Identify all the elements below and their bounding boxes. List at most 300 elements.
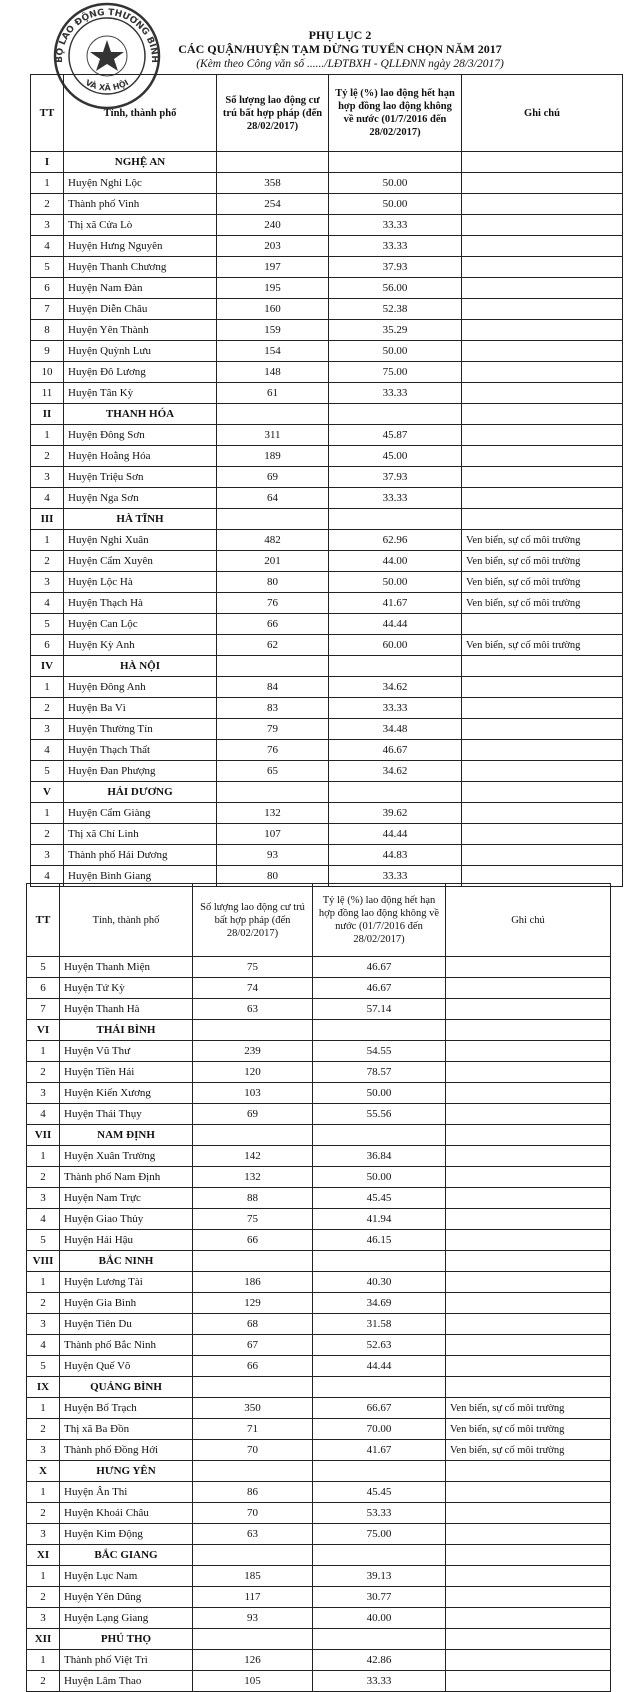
- row-tt: IX: [27, 1377, 60, 1398]
- table-row: [27, 1566, 611, 1587]
- row-workers: 70: [193, 1440, 313, 1461]
- row-workers: [193, 1629, 313, 1650]
- row-ratio: 62.96: [329, 530, 462, 551]
- row-tt: 7: [27, 999, 60, 1020]
- row-tt: 6: [31, 278, 64, 299]
- row-note: [462, 215, 623, 236]
- suspended-districts-table-1: [30, 74, 623, 887]
- row-name: Thị xã Chí Linh: [64, 824, 217, 845]
- row-note: [446, 957, 611, 978]
- row-workers: 201: [217, 551, 329, 572]
- row-tt: 9: [31, 341, 64, 362]
- row-tt: 4: [31, 593, 64, 614]
- row-tt: 4: [31, 740, 64, 761]
- row-note: [446, 978, 611, 999]
- row-tt: 3: [27, 1524, 60, 1545]
- table-row: [31, 215, 623, 236]
- row-note: Ven biển, sự cố môi trường: [446, 1440, 611, 1461]
- row-note: [462, 299, 623, 320]
- row-note: [446, 1041, 611, 1062]
- row-note: Ven biển, sự cố môi trường: [462, 635, 623, 656]
- row-tt: VI: [27, 1020, 60, 1041]
- table-row: [31, 824, 623, 845]
- header-tt: TT: [31, 75, 64, 152]
- row-note: [462, 362, 623, 383]
- row-tt: 8: [31, 320, 64, 341]
- row-tt: 2: [27, 1671, 60, 1692]
- appendix-subtitle: CÁC QUẬN/HUYỆN TẠM DỪNG TUYỂN CHỌN NĂM 2017: [178, 42, 502, 56]
- table-row: [31, 698, 623, 719]
- row-note: [446, 1356, 611, 1377]
- row-workers: 93: [217, 845, 329, 866]
- table-row: [27, 1671, 611, 1692]
- row-ratio: 52.63: [313, 1335, 446, 1356]
- row-ratio: 41.94: [313, 1209, 446, 1230]
- table-row: [31, 803, 623, 824]
- row-tt: 11: [31, 383, 64, 404]
- row-note: [462, 383, 623, 404]
- table-row: [31, 467, 623, 488]
- row-workers: 63: [193, 999, 313, 1020]
- row-workers: 154: [217, 341, 329, 362]
- row-note: [446, 1461, 611, 1482]
- row-tt: 2: [27, 1419, 60, 1440]
- row-ratio: 33.33: [329, 488, 462, 509]
- row-name: HÀ NỘI: [64, 656, 217, 677]
- row-ratio: 50.00: [329, 194, 462, 215]
- table-row: [31, 341, 623, 362]
- row-workers: [193, 1545, 313, 1566]
- row-workers: 80: [217, 572, 329, 593]
- section-row: [31, 152, 623, 173]
- header-workers: Số lượng lao động cư trú bất hợp pháp (đến 28/02/2017): [217, 75, 329, 152]
- row-workers: 117: [193, 1587, 313, 1608]
- row-ratio: 31.58: [313, 1314, 446, 1335]
- table-row: [31, 488, 623, 509]
- row-name: Huyện Quế Võ: [60, 1356, 193, 1377]
- row-name: Huyện Nghi Lộc: [64, 173, 217, 194]
- row-note: [446, 999, 611, 1020]
- row-note: [462, 740, 623, 761]
- row-name: Huyện Gia Bình: [60, 1293, 193, 1314]
- row-workers: 67: [193, 1335, 313, 1356]
- row-tt: 4: [31, 488, 64, 509]
- row-workers: [193, 1251, 313, 1272]
- row-workers: 240: [217, 215, 329, 236]
- table-row: [31, 593, 623, 614]
- row-tt: XII: [27, 1629, 60, 1650]
- table-row: [31, 257, 623, 278]
- row-tt: 7: [31, 299, 64, 320]
- row-ratio: 35.29: [329, 320, 462, 341]
- row-workers: 68: [193, 1314, 313, 1335]
- row-name: THANH HÓA: [64, 404, 217, 425]
- row-note: [446, 1020, 611, 1041]
- row-name: Huyện Yên Thành: [64, 320, 217, 341]
- row-ratio: [313, 1020, 446, 1041]
- row-tt: 2: [27, 1503, 60, 1524]
- row-name: Huyện Triệu Sơn: [64, 467, 217, 488]
- row-ratio: 46.67: [313, 978, 446, 999]
- row-name: Huyện Kỳ Anh: [64, 635, 217, 656]
- row-name: Huyện Quỳnh Lưu: [64, 341, 217, 362]
- section-row: [27, 1251, 611, 1272]
- table-row: [27, 1314, 611, 1335]
- table-row: [27, 1272, 611, 1293]
- row-tt: 3: [27, 1314, 60, 1335]
- row-note: [462, 614, 623, 635]
- row-workers: 74: [193, 978, 313, 999]
- row-note: [446, 1524, 611, 1545]
- row-ratio: 52.38: [329, 299, 462, 320]
- row-name: Huyện Lộc Hà: [64, 572, 217, 593]
- row-workers: [193, 1125, 313, 1146]
- row-tt: 4: [27, 1335, 60, 1356]
- table-row: [27, 1083, 611, 1104]
- row-ratio: [313, 1125, 446, 1146]
- row-note: [462, 803, 623, 824]
- section-row: [31, 509, 623, 530]
- row-tt: XI: [27, 1545, 60, 1566]
- row-note: [446, 1209, 611, 1230]
- section-row: [31, 404, 623, 425]
- row-ratio: 34.48: [329, 719, 462, 740]
- row-tt: 5: [27, 1230, 60, 1251]
- row-name: Huyện Nam Trực: [60, 1188, 193, 1209]
- row-name: Huyện Thái Thụy: [60, 1104, 193, 1125]
- row-note: [462, 488, 623, 509]
- row-ratio: 50.00: [313, 1083, 446, 1104]
- table-row: [27, 1335, 611, 1356]
- row-ratio: 60.00: [329, 635, 462, 656]
- row-tt: X: [27, 1461, 60, 1482]
- row-note: [462, 698, 623, 719]
- row-note: [446, 1146, 611, 1167]
- row-note: [446, 1104, 611, 1125]
- row-workers: 105: [193, 1671, 313, 1692]
- appendix-title: PHỤ LỤC 2: [308, 28, 372, 42]
- table-row: [27, 1650, 611, 1671]
- table-row: [31, 761, 623, 782]
- table-row: [31, 677, 623, 698]
- row-name: Huyện Đan Phượng: [64, 761, 217, 782]
- row-ratio: 50.00: [313, 1167, 446, 1188]
- row-workers: [217, 152, 329, 173]
- table-row: [27, 1419, 611, 1440]
- table-row: [27, 1062, 611, 1083]
- row-name: Thành phố Việt Trì: [60, 1650, 193, 1671]
- header-province: Tỉnh, thành phố: [64, 75, 217, 152]
- row-name: Huyện Ân Thi: [60, 1482, 193, 1503]
- row-workers: 358: [217, 173, 329, 194]
- row-tt: 1: [31, 173, 64, 194]
- row-tt: VII: [27, 1125, 60, 1146]
- row-note: [462, 257, 623, 278]
- row-ratio: 39.13: [313, 1566, 446, 1587]
- row-note: [462, 467, 623, 488]
- row-name: Huyện Nam Đàn: [64, 278, 217, 299]
- row-name: Huyện Hoằng Hóa: [64, 446, 217, 467]
- row-ratio: 46.67: [329, 740, 462, 761]
- row-note: [446, 1377, 611, 1398]
- suspended-districts-table-2: [26, 883, 611, 1692]
- row-ratio: 78.57: [313, 1062, 446, 1083]
- row-ratio: 46.15: [313, 1230, 446, 1251]
- row-tt: 1: [27, 1041, 60, 1062]
- row-ratio: 39.62: [329, 803, 462, 824]
- row-tt: 2: [27, 1293, 60, 1314]
- row-name: Thị xã Ba Đồn: [60, 1419, 193, 1440]
- table-row: [27, 1524, 611, 1545]
- table-row: [27, 1587, 611, 1608]
- row-ratio: 33.33: [329, 236, 462, 257]
- row-ratio: 57.14: [313, 999, 446, 1020]
- row-name: Huyện Nghi Xuân: [64, 530, 217, 551]
- row-tt: 5: [27, 957, 60, 978]
- row-ratio: 33.33: [329, 383, 462, 404]
- row-note: [446, 1125, 611, 1146]
- row-workers: 66: [193, 1356, 313, 1377]
- row-workers: 66: [217, 614, 329, 635]
- table-row: [31, 530, 623, 551]
- row-name: Huyện Đông Anh: [64, 677, 217, 698]
- row-tt: 5: [31, 761, 64, 782]
- row-ratio: 75.00: [329, 362, 462, 383]
- row-ratio: 40.30: [313, 1272, 446, 1293]
- table-row: [27, 1167, 611, 1188]
- row-ratio: 75.00: [313, 1524, 446, 1545]
- row-tt: 1: [27, 1398, 60, 1419]
- table-row: [27, 1398, 611, 1419]
- row-name: Huyện Tiền Hải: [60, 1062, 193, 1083]
- row-ratio: 33.33: [329, 698, 462, 719]
- table-row: [27, 957, 611, 978]
- row-ratio: [313, 1461, 446, 1482]
- row-note: [446, 1083, 611, 1104]
- row-tt: 5: [27, 1356, 60, 1377]
- row-workers: [217, 782, 329, 803]
- row-tt: VIII: [27, 1251, 60, 1272]
- reference-line: (Kèm theo Công văn số ....../LĐTBXH - QLLĐNN ngày 28/3/2017): [196, 58, 504, 70]
- table-row: [27, 1230, 611, 1251]
- row-workers: 84: [217, 677, 329, 698]
- row-note: [462, 152, 623, 173]
- row-note: Ven biển, sự cố môi trường: [462, 530, 623, 551]
- row-ratio: 34.62: [329, 677, 462, 698]
- table-row: [31, 383, 623, 404]
- section-row: [31, 782, 623, 803]
- row-tt: 6: [27, 978, 60, 999]
- row-ratio: [329, 509, 462, 530]
- document-page-2: [0, 875, 640, 1687]
- row-name: Huyện Ba Vì: [64, 698, 217, 719]
- row-tt: I: [31, 152, 64, 173]
- row-name: Thành phố Bắc Ninh: [60, 1335, 193, 1356]
- row-tt: 3: [27, 1188, 60, 1209]
- row-workers: 132: [217, 803, 329, 824]
- table-header-row: [31, 75, 623, 152]
- row-tt: 1: [31, 803, 64, 824]
- header-ratio: Tỷ lệ (%) lao động hết hạn hợp đồng lao động không về nước (01/7/2016 đến 28/02/2017): [313, 884, 446, 957]
- row-tt: 3: [31, 719, 64, 740]
- row-note: [446, 1482, 611, 1503]
- row-workers: 160: [217, 299, 329, 320]
- row-tt: 1: [27, 1650, 60, 1671]
- row-ratio: [329, 782, 462, 803]
- row-ratio: 50.00: [329, 341, 462, 362]
- row-workers: 239: [193, 1041, 313, 1062]
- row-name: Huyện Hải Hậu: [60, 1230, 193, 1251]
- row-ratio: [329, 152, 462, 173]
- table-row: [27, 1356, 611, 1377]
- table-row: [31, 572, 623, 593]
- row-workers: 63: [193, 1524, 313, 1545]
- row-note: [462, 719, 623, 740]
- table-row: [27, 1503, 611, 1524]
- row-ratio: 40.00: [313, 1608, 446, 1629]
- row-tt: 2: [27, 1062, 60, 1083]
- row-name: Huyện Cẩm Xuyên: [64, 551, 217, 572]
- row-name: Huyện Diễn Châu: [64, 299, 217, 320]
- row-note: [446, 1503, 611, 1524]
- row-ratio: 45.45: [313, 1188, 446, 1209]
- row-tt: 3: [27, 1440, 60, 1461]
- row-note: [462, 845, 623, 866]
- row-name: Huyện Thanh Miện: [60, 957, 193, 978]
- row-name: Thành phố Hải Dương: [64, 845, 217, 866]
- row-workers: 75: [193, 957, 313, 978]
- row-name: HẢI DƯƠNG: [64, 782, 217, 803]
- row-note: [446, 1545, 611, 1566]
- header-workers: Số lượng lao động cư trú bất hợp pháp (đến 28/02/2017): [193, 884, 313, 957]
- row-note: [462, 761, 623, 782]
- row-name: Huyện Thạch Thất: [64, 740, 217, 761]
- row-workers: 76: [217, 593, 329, 614]
- row-workers: 64: [217, 488, 329, 509]
- table-row: [27, 1146, 611, 1167]
- row-name: THÁI BÌNH: [60, 1020, 193, 1041]
- row-ratio: 56.00: [329, 278, 462, 299]
- row-ratio: 30.77: [313, 1587, 446, 1608]
- row-ratio: 44.44: [313, 1356, 446, 1377]
- row-tt: 4: [31, 236, 64, 257]
- row-tt: 3: [31, 572, 64, 593]
- table-row: [27, 1104, 611, 1125]
- row-note: [462, 236, 623, 257]
- row-tt: 2: [31, 551, 64, 572]
- header-ratio: Tỷ lệ (%) lao động hết hạn hợp đồng lao động không về nước (01/7/2016 đến 28/02/2017): [329, 75, 462, 152]
- row-note: [446, 1167, 611, 1188]
- row-ratio: [329, 404, 462, 425]
- row-workers: 80: [217, 866, 329, 887]
- row-workers: 69: [193, 1104, 313, 1125]
- section-row: [27, 1629, 611, 1650]
- row-workers: 86: [193, 1482, 313, 1503]
- row-workers: 195: [217, 278, 329, 299]
- row-name: Huyện Yên Dũng: [60, 1587, 193, 1608]
- row-name: Huyện Vũ Thư: [60, 1041, 193, 1062]
- row-tt: 2: [31, 446, 64, 467]
- row-name: Huyện Đô Lương: [64, 362, 217, 383]
- table-row: [31, 635, 623, 656]
- row-ratio: [313, 1629, 446, 1650]
- row-note: [462, 278, 623, 299]
- row-ratio: 44.44: [329, 614, 462, 635]
- row-ratio: 37.93: [329, 467, 462, 488]
- row-tt: 4: [31, 866, 64, 887]
- row-tt: 6: [31, 635, 64, 656]
- row-ratio: 44.00: [329, 551, 462, 572]
- table-row: [31, 236, 623, 257]
- row-name: Huyện Tân Kỳ: [64, 383, 217, 404]
- row-workers: 70: [193, 1503, 313, 1524]
- row-tt: 3: [27, 1083, 60, 1104]
- row-tt: 4: [27, 1104, 60, 1125]
- table-row: [31, 446, 623, 467]
- row-workers: 311: [217, 425, 329, 446]
- section-row: [27, 1461, 611, 1482]
- row-note: [462, 320, 623, 341]
- row-tt: 2: [27, 1167, 60, 1188]
- row-workers: 132: [193, 1167, 313, 1188]
- row-workers: [217, 509, 329, 530]
- row-note: [462, 509, 623, 530]
- row-tt: II: [31, 404, 64, 425]
- row-workers: 83: [217, 698, 329, 719]
- row-ratio: [313, 1377, 446, 1398]
- row-tt: 1: [27, 1566, 60, 1587]
- table-row: [27, 1482, 611, 1503]
- row-name: NAM ĐỊNH: [60, 1125, 193, 1146]
- row-note: [446, 1671, 611, 1692]
- row-ratio: 44.44: [329, 824, 462, 845]
- section-row: [31, 656, 623, 677]
- row-workers: 93: [193, 1608, 313, 1629]
- row-workers: [193, 1461, 313, 1482]
- row-workers: 203: [217, 236, 329, 257]
- row-name: HƯNG YÊN: [60, 1461, 193, 1482]
- row-note: [462, 404, 623, 425]
- row-ratio: 66.67: [313, 1398, 446, 1419]
- table-row: [31, 194, 623, 215]
- row-workers: 197: [217, 257, 329, 278]
- row-note: [446, 1608, 611, 1629]
- table-row: [27, 978, 611, 999]
- row-note: [462, 824, 623, 845]
- row-name: NGHỆ AN: [64, 152, 217, 173]
- row-note: [446, 1293, 611, 1314]
- table-row: [27, 1041, 611, 1062]
- table-row: [31, 845, 623, 866]
- row-ratio: 54.55: [313, 1041, 446, 1062]
- row-tt: 3: [31, 215, 64, 236]
- row-note: [462, 656, 623, 677]
- row-note: [462, 173, 623, 194]
- row-name: HÀ TĨNH: [64, 509, 217, 530]
- row-note: [446, 1650, 611, 1671]
- row-name: Huyện Bố Trạch: [60, 1398, 193, 1419]
- row-workers: 76: [217, 740, 329, 761]
- table-row: [31, 362, 623, 383]
- row-workers: [193, 1377, 313, 1398]
- row-note: [462, 425, 623, 446]
- row-workers: [217, 656, 329, 677]
- row-tt: 1: [31, 677, 64, 698]
- row-workers: 69: [217, 467, 329, 488]
- row-ratio: 53.33: [313, 1503, 446, 1524]
- row-tt: 4: [27, 1209, 60, 1230]
- row-workers: 75: [193, 1209, 313, 1230]
